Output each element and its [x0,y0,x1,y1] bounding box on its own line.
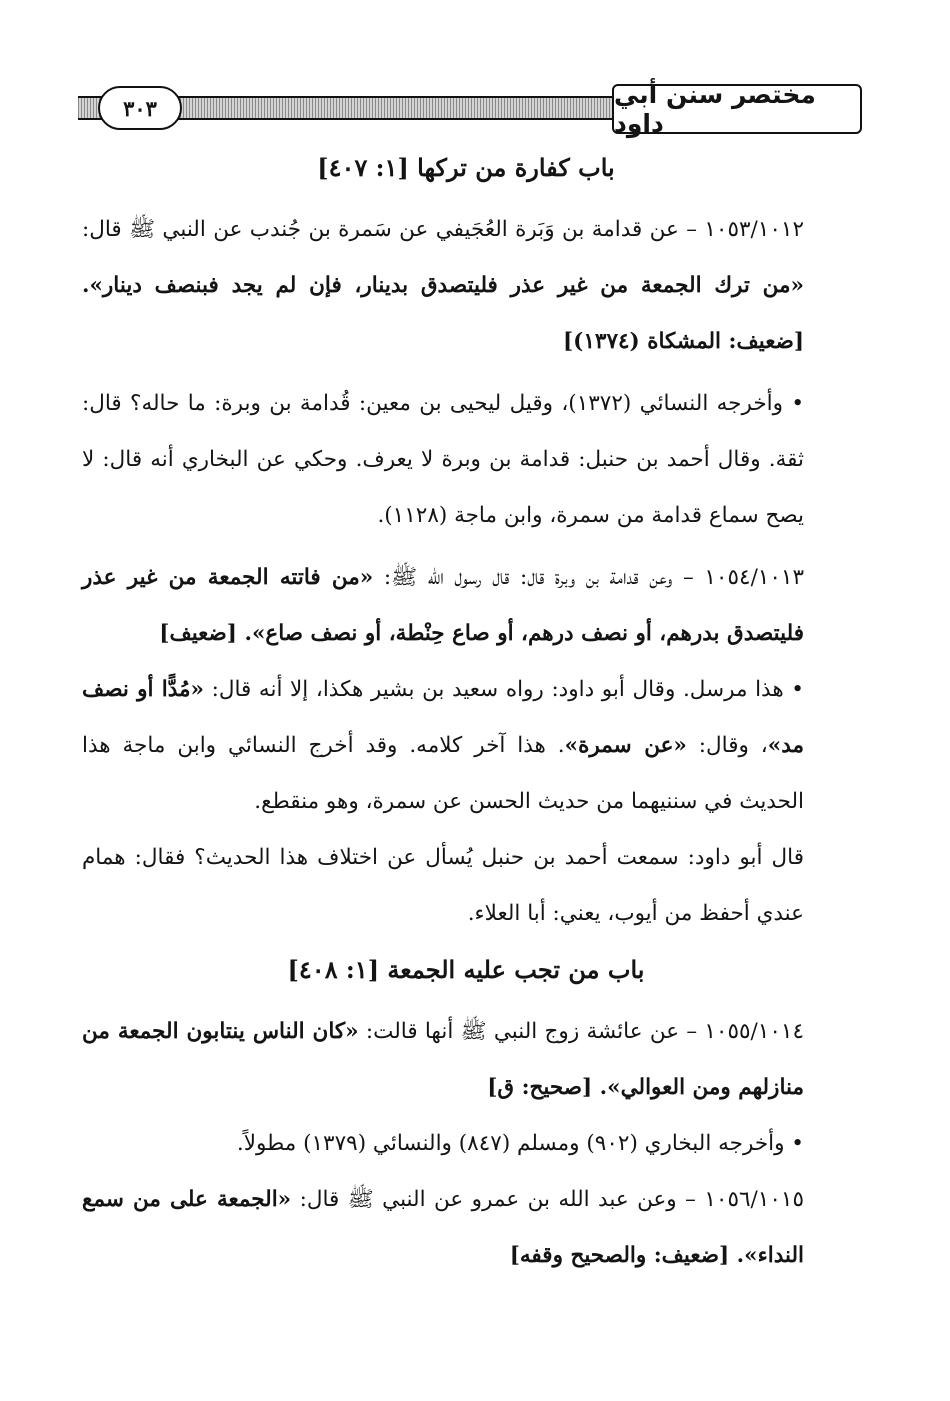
hadith-paragraph [82,1172,850,1284]
hadith-chain: ١٠٥٦/١٠١٥ – وعن عبد الله بن عمرو عن النبي ﷺ قال: [291,1187,804,1212]
hadith-paragraph [82,550,850,662]
hadith-text: «من ترك الجمعة من غير عذر فليتصدق بدينار، فإن لم يجد فبنصف دينار». [ضعيف: المشكاة (١٣٧٤)] [82,273,804,354]
page-number: ٣٠٣ [98,86,182,130]
commentary-paragraph: • وأخرجه النسائي (١٣٧٢)، وقيل ليحيى بن معين: قُدامة بن وبرة: ما حاله؟ قال: ثقة. وقال أحمد بن حنبل: قدامة بن وبرة لا يعرف. وحكي عن البخاري أنه قال: لا يصح سماع قدامة من سمرة، وابن ماجة (١١٢٨). [82,391,805,528]
hadith-chain: ١٠٥٥/١٠١٤ – عن عائشة زوج النبي ﷺ أنها قالت: [358,1019,804,1044]
quoted-text: «عن سمرة» [564,733,687,758]
page-header [78,80,862,138]
chapter-heading: باب من تجب عليه الجمعة [١: ٤٠٨] [287,955,645,984]
hadith-chain: ١٠٥٣/١٠١٢ – عن قدامة بن وَبَرة العُجَيفي عن سَمرة بن جُندب عن النبي ﷺ قال: [82,217,804,242]
book-title: مختصر سنن أبي داود [612,84,862,134]
hadith-text: «الجمعة على من سمع النداء». [ضعيف: والصحيح وقفه] [82,1187,804,1268]
hadith-paragraph [82,202,850,370]
hadith-chain: ١٠٥٤/١٠١٣ – وعن قدامة بن وبرة قال: قال رسول الله ﷺ: [373,565,805,590]
hadith-paragraph [82,1004,850,1116]
commentary-text: . هذا آخر كلامه. وقد أخرج النسائي وابن ماجة هذا الحديث في سننيهما من حديث الحسن عن سمرة، وهو منقطع. [82,733,804,814]
commentary-text: ، وقال: [686,733,768,758]
hadith-text: «من فاتته الجمعة من غير عذر فليتصدق بدرهم، أو نصف درهم، أو صاع حِنْطة، أو نصف صاع». [ضعيف] [82,565,804,646]
commentary-paragraph: • وأخرجه البخاري (٩٠٢) ومسلم (٨٤٧) والنسائي (١٣٧٩) مطولاً. [236,1131,804,1156]
quoted-text: «مُدًّا أو نصف مد» [82,677,804,758]
commentary-text: • هذا مرسل. وقال أبو داود: رواه سعيد بن بشير هكذا، إلا أنه قال: [204,677,804,702]
commentary-paragraph [82,662,850,830]
page-body [82,140,850,1284]
chapter-heading: باب كفارة من تركها [١: ٤٠٧] [317,153,615,182]
hadith-text: «كان الناس ينتابون الجمعة من منازلهم ومن العوالي». [صحيح: ق] [82,1019,804,1100]
commentary-paragraph: قال أبو داود: سمعت أحمد بن حنبل يُسأل عن اختلاف هذا الحديث؟ فقال: همام عندي أحفظ من أيوب، يعني: أبا العلاء. [82,845,804,926]
